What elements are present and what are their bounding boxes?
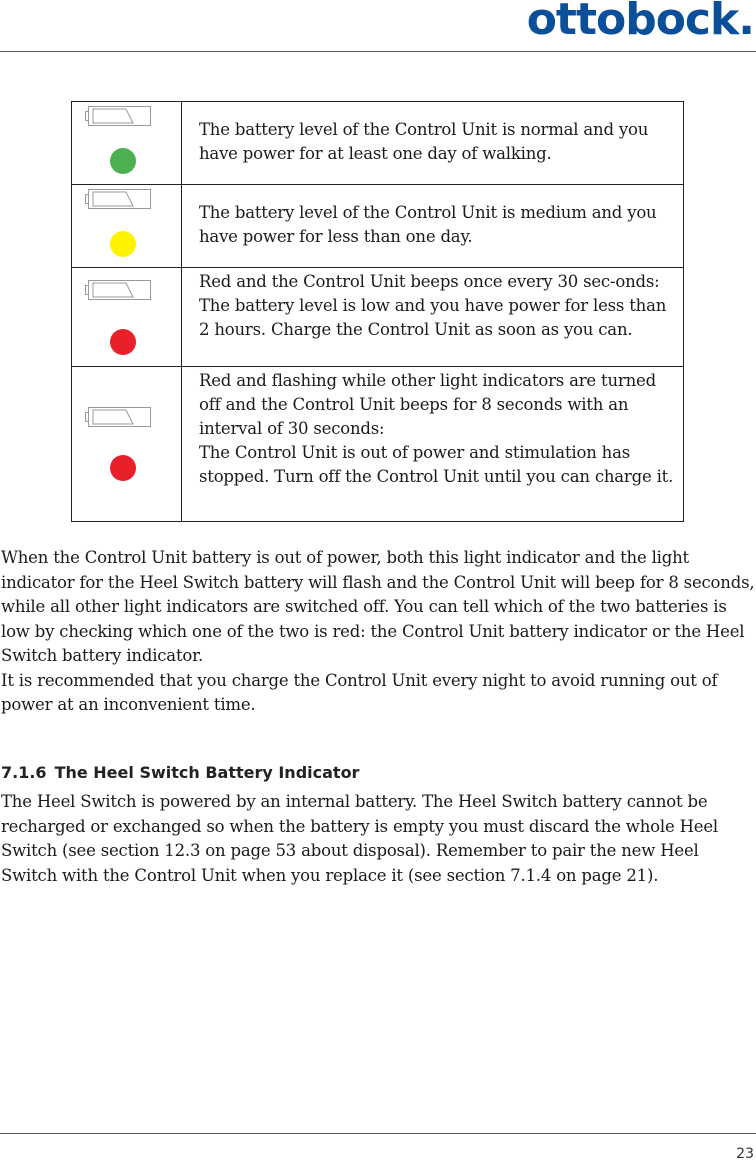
ottobock-logo: ottobock. <box>526 0 754 45</box>
indicator-description: The battery level of the Control Unit is medium and you have power for less than one day. <box>182 185 684 268</box>
yellow-led-icon <box>110 231 136 257</box>
section-paragraph: The Heel Switch is powered by an internal battery. The Heel Switch battery cannot be recharged or exchanged so when the battery is empty you must discard the whole Heel Switch (see section 12.3 on page 53 about disposal). Remember to pair the new Heel Switch with the Control Unit when you replace it (see section 7.1.4 on page 21). <box>1 792 718 885</box>
body-text <box>1 546 756 718</box>
indicator-description-line: The Control Unit is out of power and stimulation has stopped. Turn off the Control Unit until you can charge it. <box>199 443 674 486</box>
indicator-description: Red and the Control Unit beeps once every 30 sec-onds: The battery level is low and you have power for less than 2 hours. Charge the Control Unit as soon as you can. <box>182 268 684 367</box>
section-body <box>1 790 756 888</box>
indicator-description: The battery level of the Control Unit is normal and you have power for at least one day of walking. <box>182 102 684 185</box>
page-number: 23 <box>736 1146 754 1162</box>
indicator-row-green <box>72 102 684 185</box>
battery-icon <box>85 280 151 300</box>
indicator-icon-cell <box>72 102 182 185</box>
footer-divider <box>0 1133 756 1134</box>
red-led-icon <box>110 455 136 481</box>
indicator-icon-cell <box>72 268 182 367</box>
indicator-icon-cell <box>72 367 182 522</box>
indicator-row-yellow <box>72 185 684 268</box>
indicator-description-line: Red and flashing while other light indicators are turned off and the Control Unit beeps for 8 seconds with an interval of 30 seconds: <box>199 371 656 438</box>
section-heading <box>1 763 359 782</box>
section-title: The Heel Switch Battery Indicator <box>54 763 360 782</box>
indicator-description <box>182 367 684 522</box>
body-paragraph: It is recommended that you charge the Control Unit every night to avoid running out of power at an inconvenient time. <box>1 670 718 714</box>
indicator-row-red <box>72 268 684 367</box>
body-paragraph: When the Control Unit battery is out of power, both this light indicator and the light indicator for the Heel Switch battery will flash and the Control Unit will beep for 8 seconds, while all other light indicators are switched off. You can tell which of the two batteries is low by checking which one of the two is red: the Control Unit battery indicator or the Heel Switch battery indicator. <box>1 548 755 665</box>
indicator-icon-cell <box>72 185 182 268</box>
green-led-icon <box>110 148 136 174</box>
battery-icon <box>85 407 151 427</box>
indicator-row-red-flashing <box>72 367 684 522</box>
section-number: 7.1.6 <box>1 763 47 782</box>
red-led-icon <box>110 329 136 355</box>
header-divider <box>0 51 756 52</box>
battery-indicator-table <box>71 101 684 522</box>
battery-icon <box>85 189 151 209</box>
battery-icon <box>85 106 151 126</box>
